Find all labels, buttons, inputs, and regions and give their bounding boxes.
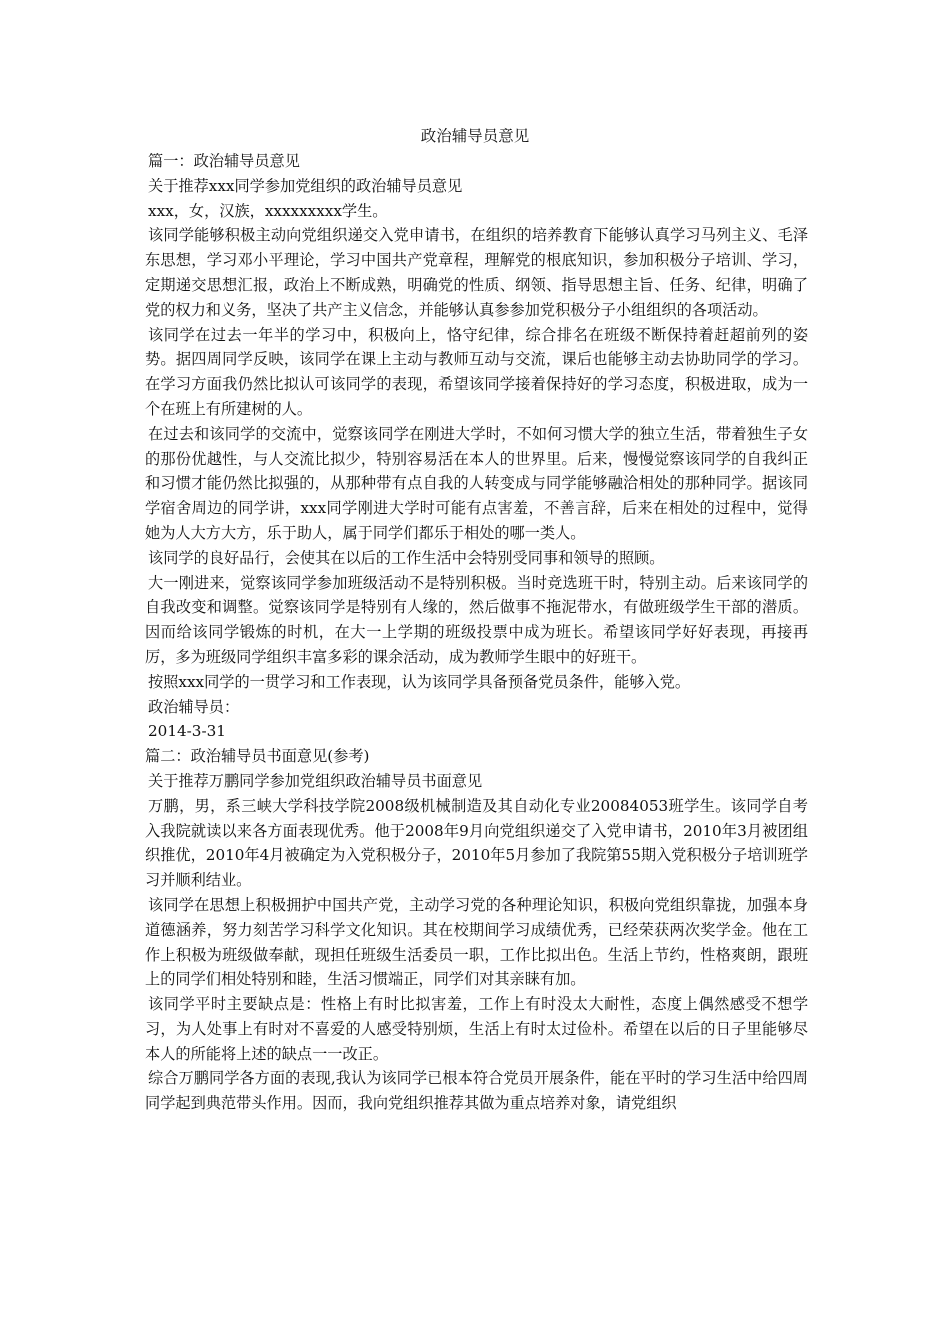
section-heading-2: 篇二：政治辅导员书面意见(参考) — [145, 747, 370, 766]
signature-label: 政治辅导员： — [148, 697, 240, 716]
paragraph: 在过去和该同学的交流中，觉察该同学在刚进大学时，不如何习惯大学的独立生活，带着独生子女的那份优越性，与人交流比拟少，特别容易活在本人的世界里。后来，慢慢觉察该同学的自我纠正和习惯才能仍然比拟强的，从那种带有点自我的人转变成与同学能够融洽相处的那种同学。据该同学宿舍周边的同学讲，xxx同学刚进大学时可能有点害羞，不善言辞，后来在相处的过程中，觉得她为人大方大方，乐于助人，属于同学们都乐于相处的哪一类人。 — [145, 424, 808, 542]
date: 2014-3-31 — [148, 722, 226, 741]
subtitle-1: 关于推荐xxx同学参加党组织的政治辅导员意见 — [148, 176, 463, 195]
paragraph: 该同学在思想上积极拥护中国共产党，主动学习党的各种理论知识，积极向党组织靠拢，加强本身道德涵养，努力刻苦学习科学文化知识。其在校期间学习成绩优秀，已经荣获两次奖学金。他在工作上积极为班级做奉献，现担任班级生活委员一职，工作比拟出色。生活上节约，性格爽朗，跟班上的同学们相处特别和睦，生活习惯端正，同学们对其亲睐有加。 — [145, 895, 808, 989]
paragraph: 该同学能够积极主动向党组织递交入党申请书，在组织的培养教育下能够认真学习马列主义、毛泽东思想，学习邓小平理论，学习中国共产党章程，理解党的根底知识，参加积极分子培训、学习，定期递交思想汇报，政治上不断成熟，明确党的性质、纲领、指导思想主旨、任务、纪律，明确了党的权力和义务，坚决了共产主义信念，并能够认真参参加党积极分子小组组织的各项活动。 — [145, 226, 808, 319]
paragraph: 万鹏，男，系三峡大学科技学院2008级机械制造及其自动化专业20084053班学生。该同学自考入我院就读以来各方面表现优秀。他于2008年9月向党组织递交了入党申请书，2010年3月被团组织推优，2010年4月被确定为入党积极分子，2010年5月参加了我院第55期入党积极分子培训班学习并顺利结业。 — [145, 796, 808, 890]
document-title: 政治辅导员意见 — [420, 127, 530, 145]
paragraph: 该同学的良好品行，会使其在以后的工作生活中会特别受同事和领导的照顾。 — [148, 548, 665, 567]
section-heading-1: 篇一：政治辅导员意见 — [148, 152, 300, 170]
subtitle-2: 关于推荐万鹏同学参加党组织政治辅导员书面意见 — [148, 771, 483, 790]
paragraph: 大一刚进来，觉察该同学参加班级活动不是特别积极。当时竞选班干时，特别主动。后来该同学的自我改变和调整。觉察该同学是特别有人缘的，然后做事不拖泥带水，有做班级学生干部的潜质。因而给该同学锻炼的时机，在大一上学期的班级投票中成为班长。希望该同学好好表现，再接再厉，多为班级同学组织丰富多彩的课余活动，成为教师学生眼中的好班干。 — [145, 573, 808, 666]
paragraph: 按照xxx同学的一贯学习和工作表现，认为该同学具备预备党员条件，能够入党。 — [148, 672, 691, 691]
paragraph: 该同学平时主要缺点是：性格上有时比拟害羞，工作上有时没太大耐性，态度上偶然感受不想学习，为人处事上有时对不喜爱的人感受特别烦，生活上有时太过俭朴。希望在以后的日子里能够尽本人的所能将上述的缺点一一改正。 — [145, 995, 808, 1063]
paragraph: 该同学在过去一年半的学习中，积极向上，恪守纪律，综合排名在班级不断保持着赶超前列的姿势。据四周同学反映，该同学在课上主动与教师互动与交流，课后也能够主动去协助同学的学习。在学习方面我仍然比拟认可该同学的表现，希望该同学接着保持好的学习态度，积极进取，成为一个在班上有所建树的人。 — [145, 325, 808, 418]
paragraph: 综合万鹏同学各方面的表现,我认为该同学已根本符合党员开展条件，能在平时的学习生活中给四周同学起到典范带头作用。因而，我向党组织推荐其做为重点培养对象，请党组织 — [145, 1069, 808, 1113]
document-body — [145, 149, 808, 1116]
paragraph: xxx，女，汉族，xxxxxxxxx学生。 — [148, 201, 388, 220]
